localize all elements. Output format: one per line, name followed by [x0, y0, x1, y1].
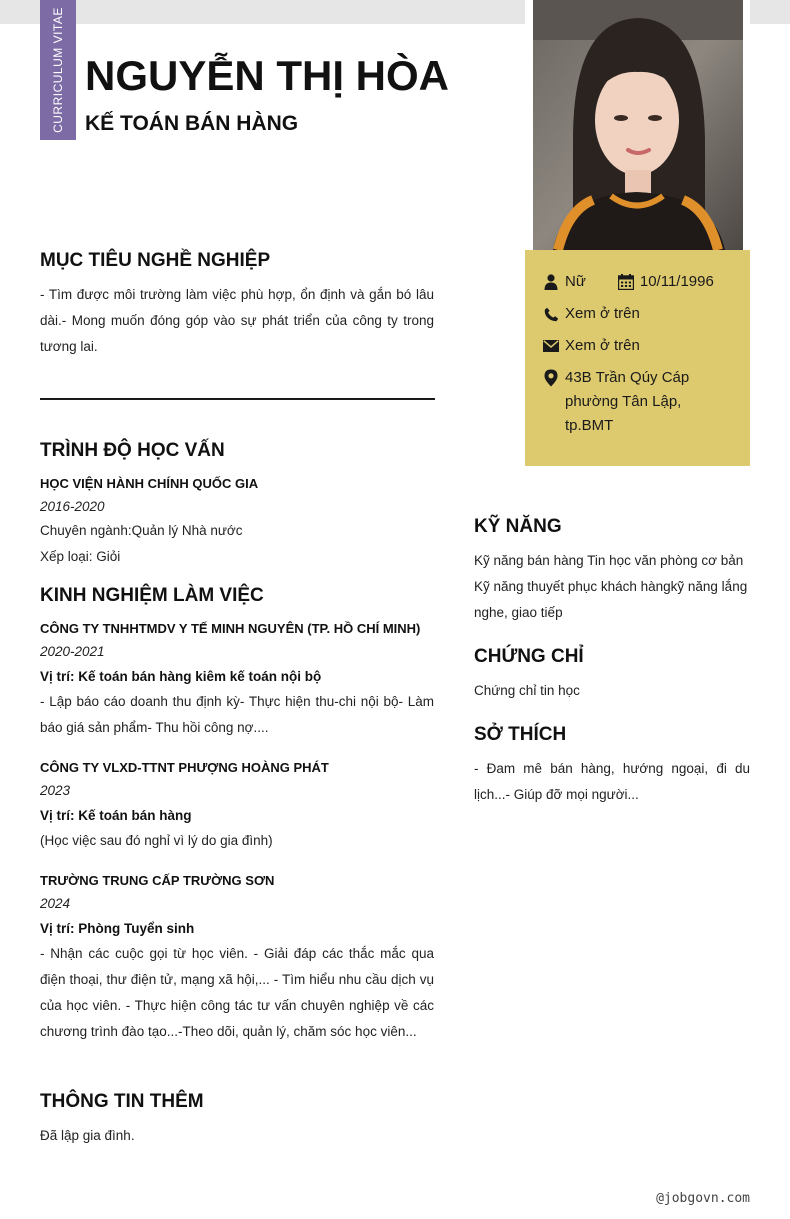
certificates-text: Chứng chỉ tin học [474, 683, 580, 698]
phone-value[interactable]: Xem ở trên [565, 305, 640, 322]
email-value[interactable]: Xem ở trên [565, 337, 640, 354]
objective-text: - Tìm được môi trường làm việc phù hợp, ổn định và gắn bó lâu dài.- Mong muốn đóng góp vào sự phát triển của công ty trong tương lai. [40, 287, 434, 354]
job-position: Vị trí: Phòng Tuyển sinh [40, 921, 195, 936]
personal-info-box [525, 250, 750, 466]
envelope-icon [543, 334, 559, 358]
job-description: (Học việc sau đó nghỉ vì lý do gia đình) [40, 833, 273, 848]
phone-icon [543, 302, 559, 326]
phone-row [543, 302, 732, 326]
job-years: 2020-2021 [40, 644, 105, 659]
job-company: CÔNG TY TNHHTMDV Y TẾ MINH NGUYÊN (TP. HỒ CHÍ MINH) [40, 621, 421, 636]
job-years: 2024 [40, 896, 71, 911]
person-icon [543, 270, 559, 294]
hobbies-text: - Đam mê bán hàng, hướng ngoại, đi du lịch...- Giúp đỡ mọi người... [474, 761, 750, 802]
top-band-left [0, 0, 525, 24]
education-grade: Xếp loại: Giỏi [40, 549, 121, 564]
job-company: CÔNG TY VLXD-TTNT PHƯỢNG HOÀNG PHÁT [40, 760, 329, 775]
top-band-right [750, 0, 790, 24]
footer-credit[interactable]: @jobgovn.com [656, 1191, 750, 1206]
job-position: Vị trí: Kế toán bán hàng kiêm kế toán nội bộ [40, 669, 322, 684]
candidate-name: NGUYỄN THỊ HÒA [85, 52, 450, 99]
certificates-title: CHỨNG CHỈ [474, 646, 584, 667]
gender-value: Nữ [565, 273, 586, 290]
calendar-icon [618, 270, 634, 294]
job-description: - Nhận các cuộc gọi từ học viên. - Giải đáp các thắc mắc qua điện thoại, thư điện tử, mạng xã hội,... - Tìm hiểu nhu cầu dịch vụ của học viên. - Thực hiện công tác tư vấn chuyên nghiệp về các chương trình đào tạo...-Theo dõi, quản lý, chăm sóc học viên... [40, 946, 434, 1039]
hobbies-title: SỞ THÍCH [474, 724, 567, 745]
birthdate-value: 10/11/1996 [639, 273, 714, 290]
cv-label-tab [40, 0, 76, 140]
objective-title: MỤC TIÊU NGHỀ NGHIỆP [40, 250, 271, 271]
job-position: Vị trí: Kế toán bán hàng [40, 808, 192, 823]
skills-title: KỸ NĂNG [474, 516, 562, 537]
gender-birthdate-row [543, 270, 732, 294]
education-title: TRÌNH ĐỘ HỌC VẤN [40, 440, 225, 461]
additional-info-text: Đã lập gia đình. [40, 1128, 135, 1143]
job-company: TRƯỜNG TRUNG CẤP TRƯỜNG SƠN [40, 873, 275, 888]
job-title: KẾ TOÁN BÁN HÀNG [85, 112, 299, 135]
job-description: - Lập báo cáo doanh thu định kỳ- Thực hiện thu-chi nội bộ- Làm báo giá sản phẩm- Thu hồi công nợ.... [40, 694, 434, 735]
education-years: 2016-2020 [40, 499, 105, 514]
education-school: HỌC VIỆN HÀNH CHÍNH QUỐC GIA [40, 476, 259, 491]
additional-info-title: THÔNG TIN THÊM [40, 1091, 204, 1112]
job-years: 2023 [40, 783, 71, 798]
education-major: Chuyên ngành:Quản lý Nhà nước [40, 523, 243, 538]
skills-text: Kỹ năng bán hàng Tin học văn phòng cơ bản Kỹ năng thuyết phục khách hàngkỹ năng lắng nghe, giao tiếp [474, 553, 748, 620]
cv-label: CURRICULUM VITAE [51, 7, 65, 133]
address-row [543, 366, 732, 438]
section-divider [40, 398, 435, 400]
address-value: 43B Trần Qúy Cáp phường Tân Lập, tp.BMT [565, 369, 690, 434]
profile-photo [533, 0, 743, 250]
location-pin-icon [543, 366, 559, 390]
experience-title: KINH NGHIỆM LÀM VIỆC [40, 585, 264, 606]
email-row [543, 334, 732, 358]
